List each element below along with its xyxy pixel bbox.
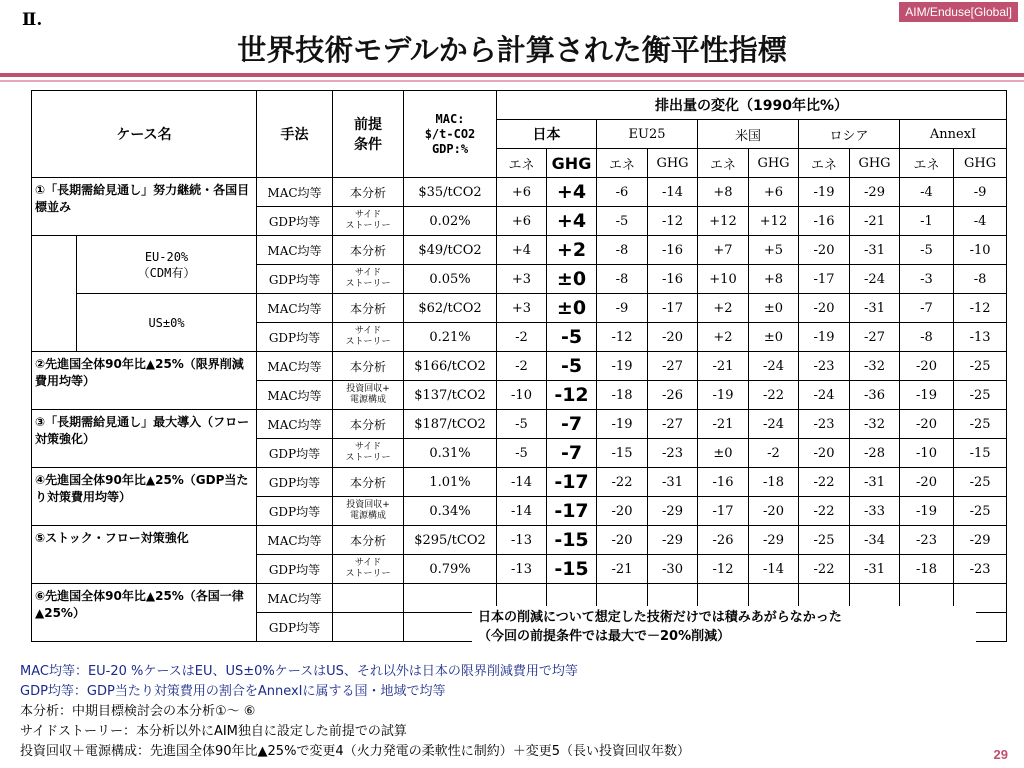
annex1-ene: -20: [900, 352, 954, 381]
us-ghg: +5: [749, 236, 799, 265]
eu25-ene: -8: [597, 265, 648, 294]
eu25-ghg: -26: [648, 381, 698, 410]
case-name: ①「長期需給見通し」努力継続・各国目標並み: [32, 178, 257, 236]
method-cell: GDP均等: [257, 323, 333, 352]
footnotes: [20, 662, 980, 762]
eu25-ene: -19: [597, 352, 648, 381]
header-ene: エネ: [900, 149, 954, 178]
header-region: 日本: [497, 120, 597, 149]
japan-ene: +4: [497, 236, 547, 265]
premise-cell: 本分析: [333, 178, 404, 207]
us-ghg: -14: [749, 555, 799, 584]
us-ghg: -24: [749, 352, 799, 381]
us-ene: -26: [698, 526, 749, 555]
eu25-ene: -19: [597, 410, 648, 439]
us-ghg: +6: [749, 178, 799, 207]
us-ene: +7: [698, 236, 749, 265]
method-cell: MAC均等: [257, 352, 333, 381]
header-method: 手法: [257, 91, 333, 178]
callout-note: [472, 606, 976, 648]
eu25-ghg: -29: [648, 526, 698, 555]
premise-cell: 本分析: [333, 294, 404, 323]
annex1-ghg: -12: [954, 294, 1007, 323]
russia-ene: -20: [799, 236, 850, 265]
callout-line-2: （今回の前提条件では最大で－20%削減）: [478, 629, 731, 644]
mac-gdp-value: 0.31%: [404, 439, 497, 468]
eu25-ghg: -12: [648, 207, 698, 236]
us-ene: -16: [698, 468, 749, 497]
annex1-ene: -10: [900, 439, 954, 468]
method-cell: GDP均等: [257, 439, 333, 468]
russia-ene: -22: [799, 555, 850, 584]
premise-cell: 本分析: [333, 236, 404, 265]
japan-ghg: -7: [547, 410, 597, 439]
eu25-ene: -12: [597, 323, 648, 352]
annex1-ene: -7: [900, 294, 954, 323]
annex1-ghg: -15: [954, 439, 1007, 468]
us-ene: -19: [698, 381, 749, 410]
table-row: [32, 236, 1007, 265]
eu25-ene: -20: [597, 526, 648, 555]
method-cell: MAC均等: [257, 381, 333, 410]
eu25-ghg: -20: [648, 323, 698, 352]
table-row: [32, 178, 1007, 207]
page-number: 29: [993, 747, 1008, 762]
mac-gdp-value: 0.21%: [404, 323, 497, 352]
annex1-ene: -5: [900, 236, 954, 265]
eu25-ghg: -27: [648, 410, 698, 439]
top-bar: [0, 0, 1024, 22]
us-ene: +2: [698, 323, 749, 352]
mac-gdp-value: 0.79%: [404, 555, 497, 584]
russia-ghg: -21: [850, 207, 900, 236]
model-source-tag: AIM/Enduse[Global]: [899, 2, 1018, 22]
eu25-ghg: -14: [648, 178, 698, 207]
russia-ghg: -28: [850, 439, 900, 468]
table-row: [32, 526, 1007, 555]
us-ghg: +8: [749, 265, 799, 294]
method-cell: GDP均等: [257, 207, 333, 236]
russia-ghg: -24: [850, 265, 900, 294]
japan-ene: -5: [497, 439, 547, 468]
russia-ghg: -31: [850, 236, 900, 265]
premise-cell: サイド ストーリー: [333, 439, 404, 468]
case-name: ④先進国全体90年比▲25%（GDP当たり対策費用均等）: [32, 468, 257, 526]
russia-ene: -23: [799, 352, 850, 381]
us-ghg: -18: [749, 468, 799, 497]
header-ene: エネ: [497, 149, 547, 178]
japan-ghg: +2: [547, 236, 597, 265]
annex1-ene: -19: [900, 381, 954, 410]
annex1-ghg: -23: [954, 555, 1007, 584]
note-side-story: サイドストーリー：本分析以外にAIM独自に設定した前提での試算: [20, 724, 407, 739]
note-mac: MAC均等：EU-20 %ケースはEU、US±0%ケースはUS、それ以外は日本の限界削減費用で均等: [20, 664, 578, 679]
japan-ghg: ±0: [547, 294, 597, 323]
case-name: ②先進国全体90年比▲25%（限界削減費用均等）: [32, 352, 257, 410]
header-ghg: GHG: [850, 149, 900, 178]
us-ghg: ±0: [749, 323, 799, 352]
note-investment: 投資回収＋電源構成：先進国全体90年比▲25%で変更4（火力発電の柔軟性に制約）＋変更5（長い投資回収年数）: [20, 744, 690, 759]
mac-gdp-value: $295/tCO2: [404, 526, 497, 555]
annex1-ghg: -25: [954, 352, 1007, 381]
eu25-ene: -6: [597, 178, 648, 207]
russia-ene: -16: [799, 207, 850, 236]
method-cell: MAC均等: [257, 410, 333, 439]
annex1-ene: -3: [900, 265, 954, 294]
case-name: ③「長期需給見通し」最大導入（フロー対策強化）: [32, 410, 257, 468]
eu25-ene: -21: [597, 555, 648, 584]
header-region: EU25: [597, 120, 698, 149]
us-ene: +2: [698, 294, 749, 323]
annex1-ghg: -9: [954, 178, 1007, 207]
table-row: [32, 410, 1007, 439]
russia-ene: -23: [799, 410, 850, 439]
table-row: [32, 468, 1007, 497]
russia-ene: -20: [799, 439, 850, 468]
annex1-ghg: -25: [954, 497, 1007, 526]
case-name: ⑤ストック・フロー対策強化: [32, 526, 257, 584]
table-row: [32, 352, 1007, 381]
mac-gdp-value: $62/tCO2: [404, 294, 497, 323]
note-gdp: GDP均等：GDP当たり対策費用の割合をAnnexIに属する国・地域で均等: [20, 684, 446, 699]
us-ghg: ±0: [749, 294, 799, 323]
russia-ghg: -32: [850, 410, 900, 439]
us-ene: -21: [698, 352, 749, 381]
eu25-ene: -8: [597, 236, 648, 265]
subcase-name: US±0%: [77, 294, 257, 352]
eu25-ene: -9: [597, 294, 648, 323]
page-title: 世界技術モデルから計算された衡平性指標: [237, 33, 787, 67]
japan-ene: -14: [497, 468, 547, 497]
us-ene: +8: [698, 178, 749, 207]
eu25-ghg: -16: [648, 265, 698, 294]
method-cell: GDP均等: [257, 497, 333, 526]
header-ghg: GHG: [954, 149, 1007, 178]
japan-ghg: -12: [547, 381, 597, 410]
us-ene: -17: [698, 497, 749, 526]
header-mac-gdp: MAC: $/t-CO2 GDP:%: [404, 91, 497, 178]
header-premise: 前提 条件: [333, 91, 404, 178]
russia-ene: -24: [799, 381, 850, 410]
us-ghg: -2: [749, 439, 799, 468]
premise-cell: サイド ストーリー: [333, 265, 404, 294]
russia-ghg: -33: [850, 497, 900, 526]
method-cell: GDP均等: [257, 468, 333, 497]
japan-ghg: -5: [547, 352, 597, 381]
japan-ghg: +4: [547, 207, 597, 236]
japan-ene: -13: [497, 526, 547, 555]
mac-gdp-value: $166/tCO2: [404, 352, 497, 381]
eu25-ghg: -16: [648, 236, 698, 265]
eu25-ghg: -17: [648, 294, 698, 323]
header-ghg: GHG: [547, 149, 597, 178]
method-cell: MAC均等: [257, 236, 333, 265]
annex1-ene: -1: [900, 207, 954, 236]
russia-ghg: -31: [850, 294, 900, 323]
mac-gdp-value: $49/tCO2: [404, 236, 497, 265]
method-cell: MAC均等: [257, 584, 333, 613]
premise-cell: 投資回収+ 電源構成: [333, 381, 404, 410]
japan-ene: +3: [497, 265, 547, 294]
method-cell: MAC均等: [257, 178, 333, 207]
eu25-ene: -5: [597, 207, 648, 236]
annex1-ene: -19: [900, 497, 954, 526]
japan-ene: +3: [497, 294, 547, 323]
eu25-ghg: -27: [648, 352, 698, 381]
equity-index-table: [31, 90, 1007, 642]
us-ene: -21: [698, 410, 749, 439]
premise-cell: 本分析: [333, 410, 404, 439]
annex1-ene: -20: [900, 468, 954, 497]
premise-cell: [333, 613, 404, 642]
japan-ene: -2: [497, 323, 547, 352]
russia-ghg: -27: [850, 323, 900, 352]
premise-cell: サイド ストーリー: [333, 207, 404, 236]
premise-cell: 本分析: [333, 352, 404, 381]
mac-gdp-value: $35/tCO2: [404, 178, 497, 207]
mac-gdp-value: 0.02%: [404, 207, 497, 236]
note-main-analysis: 本分析：中期目標検討会の本分析①～ ⑥: [20, 704, 256, 719]
header-ene: エネ: [799, 149, 850, 178]
japan-ghg: -15: [547, 555, 597, 584]
japan-ene: -10: [497, 381, 547, 410]
subcase-name: EU-20% （CDM有）: [77, 236, 257, 294]
eu25-ene: -18: [597, 381, 648, 410]
russia-ene: -19: [799, 178, 850, 207]
section-number: Ⅱ.: [22, 10, 43, 30]
japan-ghg: +4: [547, 178, 597, 207]
us-ene: -12: [698, 555, 749, 584]
us-ghg: -29: [749, 526, 799, 555]
russia-ene: -25: [799, 526, 850, 555]
mac-gdp-value: 1.01%: [404, 468, 497, 497]
annex1-ene: -8: [900, 323, 954, 352]
us-ene: +12: [698, 207, 749, 236]
annex1-ghg: -25: [954, 468, 1007, 497]
russia-ghg: -29: [850, 178, 900, 207]
us-ghg: -24: [749, 410, 799, 439]
header-ene: エネ: [698, 149, 749, 178]
eu25-ene: -22: [597, 468, 648, 497]
eu25-ghg: -31: [648, 468, 698, 497]
mac-gdp-value: 0.05%: [404, 265, 497, 294]
annex1-ghg: -25: [954, 410, 1007, 439]
japan-ghg: -17: [547, 497, 597, 526]
japan-ghg: ±0: [547, 265, 597, 294]
us-ghg: -22: [749, 381, 799, 410]
header-row-1: [32, 91, 1007, 120]
eu25-ghg: -23: [648, 439, 698, 468]
header-emissions-change: 排出量の変化（1990年比%）: [497, 91, 1007, 120]
callout-line-1: 日本の削減について想定した技術だけでは積みあがらなかった: [478, 610, 842, 625]
russia-ghg: -32: [850, 352, 900, 381]
premise-cell: 本分析: [333, 526, 404, 555]
header-case-name: ケース名: [32, 91, 257, 178]
annex1-ghg: -29: [954, 526, 1007, 555]
us-ghg: +12: [749, 207, 799, 236]
header-region: 米国: [698, 120, 799, 149]
russia-ene: -20: [799, 294, 850, 323]
header-ghg: GHG: [648, 149, 698, 178]
japan-ene: -5: [497, 410, 547, 439]
header-region: ロシア: [799, 120, 900, 149]
annex1-ghg: -10: [954, 236, 1007, 265]
eu25-ene: -20: [597, 497, 648, 526]
title-rule-thin: [0, 80, 1024, 82]
eu25-ghg: -30: [648, 555, 698, 584]
eu25-ene: -15: [597, 439, 648, 468]
method-cell: MAC均等: [257, 294, 333, 323]
annex1-ghg: -4: [954, 207, 1007, 236]
mac-gdp-value: $187/tCO2: [404, 410, 497, 439]
premise-cell: 投資回収+ 電源構成: [333, 497, 404, 526]
japan-ghg: -5: [547, 323, 597, 352]
japan-ene: -13: [497, 555, 547, 584]
annex1-ene: -4: [900, 178, 954, 207]
case-indent: [32, 236, 77, 352]
us-ghg: -20: [749, 497, 799, 526]
russia-ghg: -31: [850, 468, 900, 497]
japan-ene: -2: [497, 352, 547, 381]
premise-cell: サイド ストーリー: [333, 323, 404, 352]
annex1-ghg: -13: [954, 323, 1007, 352]
russia-ene: -22: [799, 497, 850, 526]
russia-ghg: -36: [850, 381, 900, 410]
us-ene: +10: [698, 265, 749, 294]
japan-ghg: -17: [547, 468, 597, 497]
annex1-ene: -20: [900, 410, 954, 439]
table-row: [32, 294, 1007, 323]
japan-ene: -14: [497, 497, 547, 526]
annex1-ene: -18: [900, 555, 954, 584]
header-region: AnnexⅠ: [900, 120, 1007, 149]
russia-ene: -17: [799, 265, 850, 294]
annex1-ene: -23: [900, 526, 954, 555]
japan-ghg: -15: [547, 526, 597, 555]
mac-gdp-value: $137/tCO2: [404, 381, 497, 410]
us-ene: ±0: [698, 439, 749, 468]
japan-ghg: -7: [547, 439, 597, 468]
method-cell: GDP均等: [257, 555, 333, 584]
japan-ene: +6: [497, 178, 547, 207]
russia-ene: -22: [799, 468, 850, 497]
russia-ghg: -31: [850, 555, 900, 584]
japan-ene: +6: [497, 207, 547, 236]
annex1-ghg: -8: [954, 265, 1007, 294]
method-cell: MAC均等: [257, 526, 333, 555]
mac-gdp-value: 0.34%: [404, 497, 497, 526]
premise-cell: サイド ストーリー: [333, 555, 404, 584]
premise-cell: [333, 584, 404, 613]
method-cell: GDP均等: [257, 613, 333, 642]
premise-cell: 本分析: [333, 468, 404, 497]
russia-ene: -19: [799, 323, 850, 352]
eu25-ghg: -29: [648, 497, 698, 526]
russia-ghg: -34: [850, 526, 900, 555]
case-name: ⑥先進国全体90年比▲25%（各国一律▲25%）: [32, 584, 257, 642]
annex1-ghg: -25: [954, 381, 1007, 410]
header-ghg: GHG: [749, 149, 799, 178]
method-cell: GDP均等: [257, 265, 333, 294]
header-ene: エネ: [597, 149, 648, 178]
title-rule: [0, 73, 1024, 77]
